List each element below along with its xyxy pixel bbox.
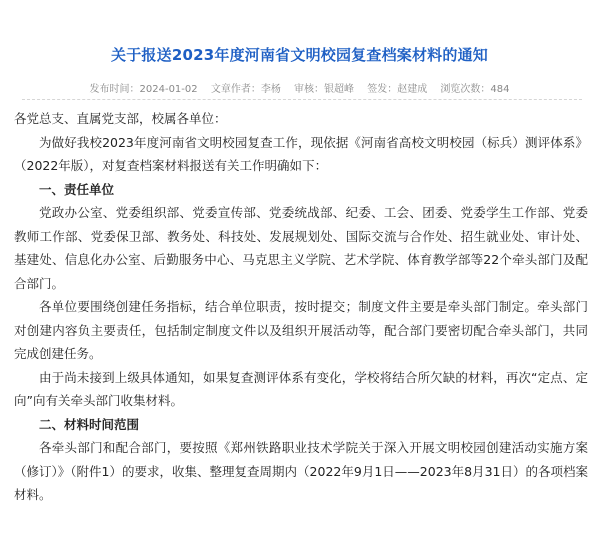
publish-date bbox=[90, 80, 198, 95]
intro-paragraph: 为做好我校2023年度河南省文明校园复查工作，现依据《河南省高校文明校园（标兵）测评体系》（2022年版），对复查档案材料报送有关工作明确如下： bbox=[14, 134, 588, 173]
reviewer-value: 银超峰 bbox=[324, 84, 355, 95]
article-title: 关于报送2023年度河南省文明校园复查档案材料的通知 bbox=[111, 46, 488, 64]
author-label: 文章作者： bbox=[210, 84, 261, 95]
reviewer-label: 审核： bbox=[294, 84, 325, 95]
views-label: 浏览次数： bbox=[440, 84, 491, 95]
publish-value: 2024-01-02 bbox=[139, 84, 198, 95]
views-value: 484 bbox=[490, 84, 510, 95]
reviewer bbox=[294, 80, 354, 95]
salutation: 各党总支、直属党支部，校属各单位： bbox=[14, 111, 227, 126]
time-range-paragraph: 各牵头部门和配合部门，要按照《郑州铁路职业技术学院关于深入开展文明校园创建活动实施方案（修订）》（附件1）的要求，收集、整理复查周期内（2022年9月1日——2023年8月31日）的各项档案材料。 bbox=[14, 440, 588, 502]
collection-note-paragraph: 由于尚未接到上级具体通知，如果复查测评体系有变化，学校将结合所欠缺的材料，再次“定点、定向”向有关牵头部门收集材料。 bbox=[14, 369, 588, 408]
section-heading-responsible-units: 一、责任单位 bbox=[39, 181, 115, 197]
section-heading-time-range: 二、材料时间范围 bbox=[39, 416, 140, 432]
publish-label: 发布时间： bbox=[89, 84, 140, 95]
approver bbox=[367, 80, 427, 95]
meta-divider bbox=[22, 99, 582, 100]
responsibility-paragraph: 各单位要围绕创建任务指标，结合单位职责，按时提交；制度文件主要是牵头部门制定。牵头部门对创建内容负主要责任，包括制定制度文件以及组织开展活动等，配合部门要密切配合牵头部门，共同完成创建任务。 bbox=[14, 299, 588, 361]
author-value: 李杨 bbox=[260, 84, 281, 95]
article-body bbox=[14, 107, 588, 507]
article-meta bbox=[0, 80, 599, 95]
approver-label: 签发： bbox=[367, 84, 398, 95]
view-count bbox=[440, 80, 509, 95]
author bbox=[211, 80, 281, 95]
approver-value: 赵建成 bbox=[397, 84, 428, 95]
responsible-units-paragraph: 党政办公室、党委组织部、党委宣传部、党委统战部、纪委、工会、团委、党委学生工作部、党委教师工作部、党委保卫部、教务处、科技处、发展规划处、国际交流与合作处、招生就业处、审计处、基建处、信息化办公室、后勤服务中心、马克思主义学院、艺术学院、体育教学部等22个牵头部门及配合部门。 bbox=[14, 205, 588, 291]
